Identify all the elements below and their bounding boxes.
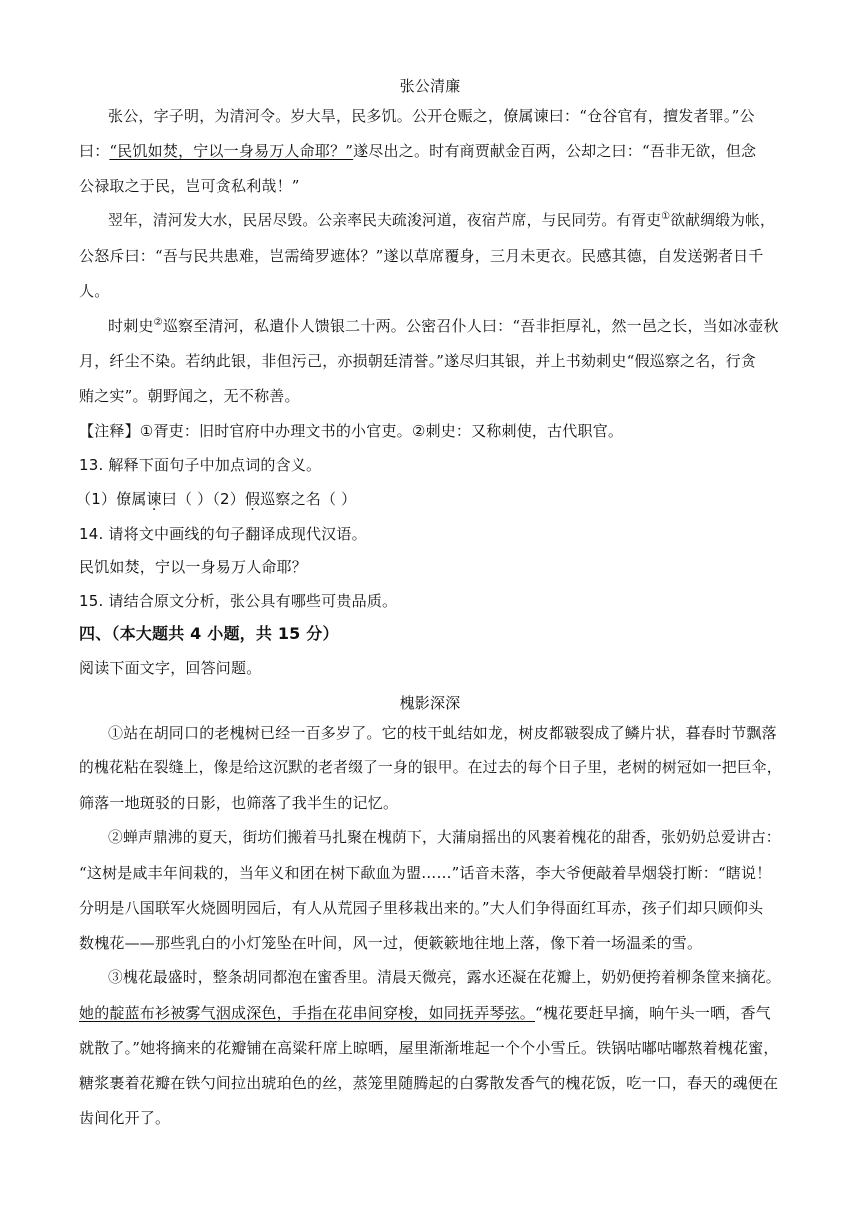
text: （1）僚属 — [76, 490, 147, 508]
text: 曰（ ）（2） — [161, 490, 245, 508]
section-1-line-2: 的槐花粘在裂缝上，像是给这沉默的老者缀了一身的银甲。在过去的每个日子里，老树的树冠如一把巨伞， — [79, 759, 782, 776]
paragraph-2-line-2: 公怒斥曰：“吾与民共患难，岂需绮罗遮体？”遂以草席覆身，三月未更衣。民感其德，自发送粥者日千 — [79, 247, 764, 265]
question-14-sentence: 民饥如焚，宁以一身易万人命耶？ — [79, 558, 308, 576]
paragraph-2-line-1 — [108, 211, 775, 231]
text: 巡察之名（ ） — [260, 490, 357, 508]
paragraph-3-line-3: 贿之实”。朝野闻之，无不称善。 — [79, 387, 300, 405]
section-3-line-5: 齿间化开了。 — [79, 1109, 171, 1127]
footnote-marker: ① — [661, 211, 671, 223]
passage-title: 张公清廉 — [399, 77, 461, 95]
question-14-stem: 14. 请将文中画线的句子翻译成现代汉语。 — [79, 525, 367, 543]
question-15-stem: 15. 请结合原文分析，张公具有哪些可贵品质。 — [79, 592, 398, 610]
paragraph-3-line-1 — [108, 316, 779, 336]
question-13-stem: 13. 解释下面句子中加点词的含义。 — [79, 456, 322, 474]
section-2-line-3: 分明是八国联军火烧圆明园后，有人从荒园子里移栽出来的。”大人们争得面红耳赤，孩子们却只顾仰头 — [79, 899, 764, 917]
dotted-word: 假 — [244, 490, 261, 508]
text: 翌年，清河发大水，民居尽毁。公亲率民夫疏浚河道，夜宿芦席，与民同劳。有胥吏 — [108, 212, 662, 229]
question-13-items — [76, 489, 356, 509]
text: 欲献绸缎为帐， — [670, 212, 775, 229]
paragraph-2-line-3: 人。 — [79, 282, 110, 300]
paragraph-3-line-2: 月，纤尘不染。若纳此银，非但污己，亦损朝廷清誉。”遂尽归其银，并上书劾刺史“假巡察之名，行贪 — [79, 352, 757, 370]
annotation-note: 【注释】①胥吏：旧时官府中办理文书的小官吏。②刺史：又称刺使，古代职官。 — [79, 422, 624, 440]
text: 时刺史 — [108, 317, 154, 335]
section-3-line-2 — [79, 1003, 771, 1023]
paragraph-1-line-1: 张公，字子明，为清河令。岁大旱，民多饥。公开仓赈之，僚属谏曰：“仓谷官有，擅发者罪。”公 — [108, 107, 755, 125]
paragraph-1-line-2 — [79, 141, 756, 161]
reading-instruction: 阅读下面文字，回答问题。 — [79, 659, 262, 677]
section-3-line-3: 就散了。”她将摘来的花瓣铺在高粱秆席上晾晒，屋里渐渐堆起一个个小雪丘。铁锅咕嘟咕嘟熬着槐花蜜， — [79, 1039, 779, 1057]
passage-title: 槐影深深 — [399, 694, 461, 712]
section-3-line-4: 糖浆裹着花瓣在铁勺间拉出琥珀色的丝，蒸笼里随腾起的白雾散发香气的槐花饭，吃一口，春天的魂便在 — [79, 1074, 779, 1092]
text: 巡察至清河，私遣仆人馈银二十两。公密召仆人曰：“吾非拒厚礼，然一邑之长，当如冰壶秋 — [162, 317, 779, 335]
dotted-word: 谏 — [146, 490, 162, 508]
text: 曰： — [79, 142, 110, 160]
section-2-line-2: “这树是咸丰年间栽的，当年义和团在树下歃血为盟……”话音未落，李大爷便敲着旱烟袋打断：“瞎说！ — [79, 864, 772, 882]
underlined-sentence: 她的靛蓝布衫被雾气洇成深色，手指在花串间穿梭，如同抚弄琴弦。 — [79, 1004, 536, 1022]
section-1-line-1: ①站在胡同口的老槐树已经一百多岁了。它的枝干虬结如龙，树皮都皲裂成了鳞片状，暮春时节飘落 — [108, 724, 777, 742]
section-2-line-1: ②蝉声鼎沸的夏天，街坊们搬着马扎聚在槐荫下，大蒲扇摇出的风裹着槐花的甜香，张奶奶总爱讲古： — [108, 829, 781, 846]
underlined-sentence: “民饥如焚，宁以一身易万人命耶？” — [109, 142, 354, 160]
section-2-line-4: 数槐花——那些乳白的小灯笼坠在叶间，风一过，便簌簌地往地上落，像下着一场温柔的雪。 — [79, 934, 703, 952]
text: 遂尽出之。时有商贾献金百两，公却之曰：“吾非无欲，但念 — [353, 142, 757, 160]
section-3-line-1: ③槐花最盛时，整条胡同都泡在蜜香里。清晨天微亮，露水还凝在花瓣上，奶奶便挎着柳条筐来摘花。 — [108, 969, 781, 986]
section-1-line-3: 筛落一地斑驳的日影，也筛落了我半生的记忆。 — [79, 794, 399, 812]
text: “槐花要赶早摘，晌午头一晒，香气 — [535, 1004, 771, 1022]
paragraph-1-line-3: 公禄取之于民，岂可贪私利哉！” — [79, 177, 300, 195]
footnote-marker: ② — [153, 317, 163, 328]
section-heading: 四、（本大题共 4 小题，共 15 分） — [79, 624, 339, 643]
